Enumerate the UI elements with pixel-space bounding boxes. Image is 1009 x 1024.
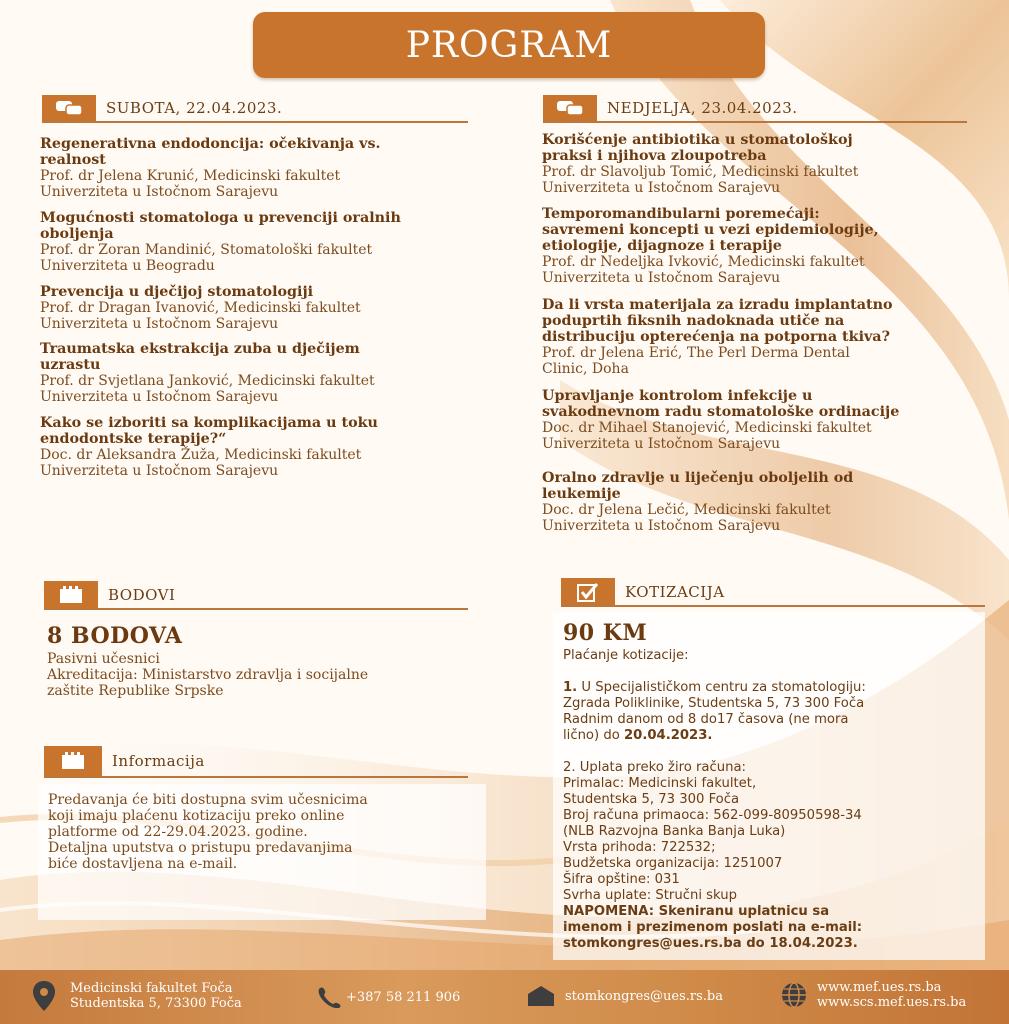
saturday-talk-4 (40, 341, 510, 405)
sunday-talk-1 (542, 132, 1002, 196)
sunday-heading (543, 95, 798, 121)
talk-title: poduprtih fiksnih nadoknada utiče na (542, 313, 845, 329)
globe-icon (781, 982, 807, 1008)
price-value: 90 KM (563, 620, 648, 646)
talk-title: Kako se izboriti sa komplikacijama u toku (40, 415, 378, 431)
talk-speaker: Prof. dr Jelena Krunić, Medicinski fakultet (40, 168, 341, 184)
talk-title: Regenerativna endodoncija: očekivanja vs. (40, 136, 381, 152)
program-title-box (253, 12, 765, 78)
saturday-divider (42, 121, 468, 123)
web-link[interactable]: www.mef.ues.rs.ba (817, 980, 942, 995)
talk-speaker: Univerziteta u Istočnom Sarajevu (542, 436, 781, 452)
bodovi-line: Pasivni učesnici (47, 651, 160, 667)
sunday-divider (543, 121, 967, 123)
bodovi-line: zaštite Republike Srpske (47, 683, 224, 699)
bodovi-content (47, 623, 487, 699)
informacija-heading (44, 746, 205, 776)
calendar-icon (44, 581, 98, 609)
saturday-talk-2 (40, 210, 510, 274)
kotizacija-label: KOTIZACIJA (625, 583, 725, 601)
address-line: Studentska 5, 73300 Foča (70, 996, 242, 1011)
talk-title: etiologije, dijagnoze i terapije (542, 238, 782, 254)
saturday-talk-1 (40, 136, 510, 200)
saturday-date: SUBOTA, 22.04.2023. (106, 99, 283, 117)
talk-speaker: Univerziteta u Istočnom Sarajevu (40, 316, 279, 332)
bodovi-label: BODOVI (108, 586, 176, 604)
note-line: imenom i prezimenom poslati na e-mail: (563, 920, 863, 935)
note-line: NAPOMENA: Skeniranu uplatnicu sa (563, 904, 830, 919)
informacija-panel (38, 784, 486, 920)
sunday-talk-4 (542, 388, 1002, 452)
saturday-talk-5 (40, 415, 510, 479)
calendar-icon (44, 746, 102, 776)
option2-line: Vrsta prihoda: 722532; (563, 840, 716, 855)
footer-phone (316, 986, 460, 1008)
talk-speaker: Univerziteta u Istočnom Sarajevu (40, 389, 279, 405)
option2-line: Broj računa primaoca: 562-099-80950598-34 (563, 808, 862, 823)
talk-speaker: Prof. dr Slavoljub Tomić, Medicinski fakultet (542, 164, 859, 180)
info-line: biće dostavljena na e-mail. (48, 856, 238, 872)
talk-title: Prevencija u dječijoj stomatologiji (40, 284, 314, 300)
kotizacija-heading (561, 578, 725, 606)
talk-speaker: Doc. dr Aleksandra Žuža, Medicinski fakultet (40, 447, 362, 463)
saturday-talk-3 (40, 284, 510, 332)
talk-speaker: Doc. dr Mihael Stanojević, Medicinski fakultet (542, 420, 872, 436)
bodovi-line: Akreditacija: Ministarstvo zdravlja i socijalne (47, 667, 369, 683)
kotizacija-divider (561, 605, 985, 607)
talk-title: savremeni koncepti u vezi epidemiologije, (542, 222, 879, 238)
info-line: Predavanja će biti dostupna svim učesnicima (48, 792, 368, 808)
info-line: platforme od 22-29.04.2023. godine. (48, 824, 308, 840)
footer-web (781, 980, 966, 1010)
talk-title: Oralno zdravlje u liječenju oboljelih od (542, 470, 854, 486)
sunday-talk-2 (542, 206, 1002, 286)
talk-speaker: Univerziteta u Istočnom Sarajevu (542, 270, 781, 286)
talk-speaker: Prof. dr Jelena Erić, The Perl Derma Dental (542, 345, 850, 361)
option2-line: Primalac: Medicinski fakultet, (563, 776, 757, 791)
informacija-divider (44, 776, 468, 778)
talk-speaker: Univerziteta u Istočnom Sarajevu (542, 518, 781, 534)
note-line: stomkongres@ues.rs.ba do 18.04.2023. (563, 936, 858, 951)
option1-line: lično) do 20.04.2023. (563, 728, 713, 743)
chat-icon (42, 95, 96, 121)
kotizacija-panel (553, 612, 985, 960)
talk-speaker: Univerziteta u Istočnom Sarajevu (542, 180, 781, 196)
email-address[interactable]: stomkongres@ues.rs.ba (565, 988, 723, 1004)
talk-title: svakodnevnom radu stomatološke ordinacije (542, 404, 900, 420)
chat-icon (543, 95, 597, 121)
talk-speaker: Univerziteta u Beogradu (40, 258, 215, 274)
informacija-label: Informacija (112, 752, 205, 770)
option2-line: Svrha uplate: Stručni skup (563, 888, 738, 903)
option2-line: (NLB Razvojna Banka Banja Luka) (563, 824, 786, 839)
saturday-heading (42, 95, 282, 121)
phone-number[interactable]: +387 58 211 906 (346, 989, 461, 1005)
option2-line: Budžetska organizacija: 1251007 (563, 856, 783, 871)
footer-address (32, 980, 242, 1012)
talk-title: oboljenja (40, 226, 114, 242)
payment-label: Plaćanje kotizacije: (563, 648, 689, 663)
talk-speaker: Prof. dr Nedeljka Ivković, Medicinski fakultet (542, 254, 865, 270)
talk-speaker: Prof. dr Dragan Ivanović, Medicinski fakultet (40, 300, 361, 316)
talk-speaker: Prof. dr Zoran Mandinić, Stomatološki fakultet (40, 242, 373, 258)
bodovi-heading (44, 581, 175, 609)
option1-line: 1. U Specijalističkom centru za stomatologiju: (563, 680, 866, 695)
bodovi-divider (44, 608, 468, 610)
talk-title: distribuciju opterećenja na potporna tkiva? (542, 329, 890, 345)
program-title: PROGRAM (405, 24, 613, 66)
location-pin-icon (32, 980, 56, 1012)
talk-speaker: Univerziteta u Istočnom Sarajevu (40, 184, 279, 200)
talk-title: Traumatska ekstrakcija zuba u dječijem (40, 341, 360, 357)
sunday-talk-5 (542, 470, 1002, 534)
sunday-talk-3 (542, 297, 1002, 377)
web-link[interactable]: www.scs.mef.ues.rs.ba (817, 995, 967, 1010)
talk-title: Temporomandibularni poremećaji: (542, 206, 820, 222)
talk-title: endodontske terapije?“ (40, 431, 227, 447)
checkbox-icon (561, 578, 615, 606)
talk-speaker: Clinic, Doha (542, 361, 629, 377)
info-line: Detaljna uputstva o pristupu predavanjima (48, 840, 353, 856)
sunday-date: NEDJELJA, 23.04.2023. (607, 99, 798, 117)
talk-title: leukemije (542, 486, 621, 502)
points-value: 8 BODOVA (47, 623, 183, 649)
address-line: Medicinski fakultet Foča (70, 981, 233, 996)
mail-icon (527, 986, 555, 1006)
option1-line: Radnim danom od 8 do17 časova (ne mora (563, 712, 849, 727)
talk-speaker: Univerziteta u Istočnom Sarajevu (40, 463, 279, 479)
info-line: koji imaju plaćenu kotizaciju preko online (48, 808, 345, 824)
option2-line: 2. Uplata preko žiro računa: (563, 760, 747, 775)
talk-speaker: Prof. dr Svjetlana Janković, Medicinski fakultet (40, 373, 375, 389)
talk-speaker: Doc. dr Jelena Lečić, Medicinski fakultet (542, 502, 831, 518)
talk-title: Korišćenje antibiotika u stomatološkoj (542, 132, 853, 148)
footer-email (527, 986, 723, 1006)
talk-title: realnost (40, 152, 106, 168)
option2-line: Studentska 5, 73 300 Foča (563, 792, 740, 807)
talk-title: Da li vrsta materijala za izradu implantatno (542, 297, 893, 313)
phone-icon (316, 986, 342, 1008)
talk-title: Mogućnosti stomatologa u prevenciji oralnih (40, 210, 401, 226)
talk-title: praksi i njihova zloupotreba (542, 148, 767, 164)
option1-line: Zgrada Poliklinike, Studentska 5, 73 300 Foča (563, 696, 865, 711)
talk-title: Upravljanje kontrolom infekcije u (542, 388, 813, 404)
option2-line: Šifra opštine: 031 (563, 872, 680, 887)
talk-title: uzrastu (40, 357, 101, 373)
